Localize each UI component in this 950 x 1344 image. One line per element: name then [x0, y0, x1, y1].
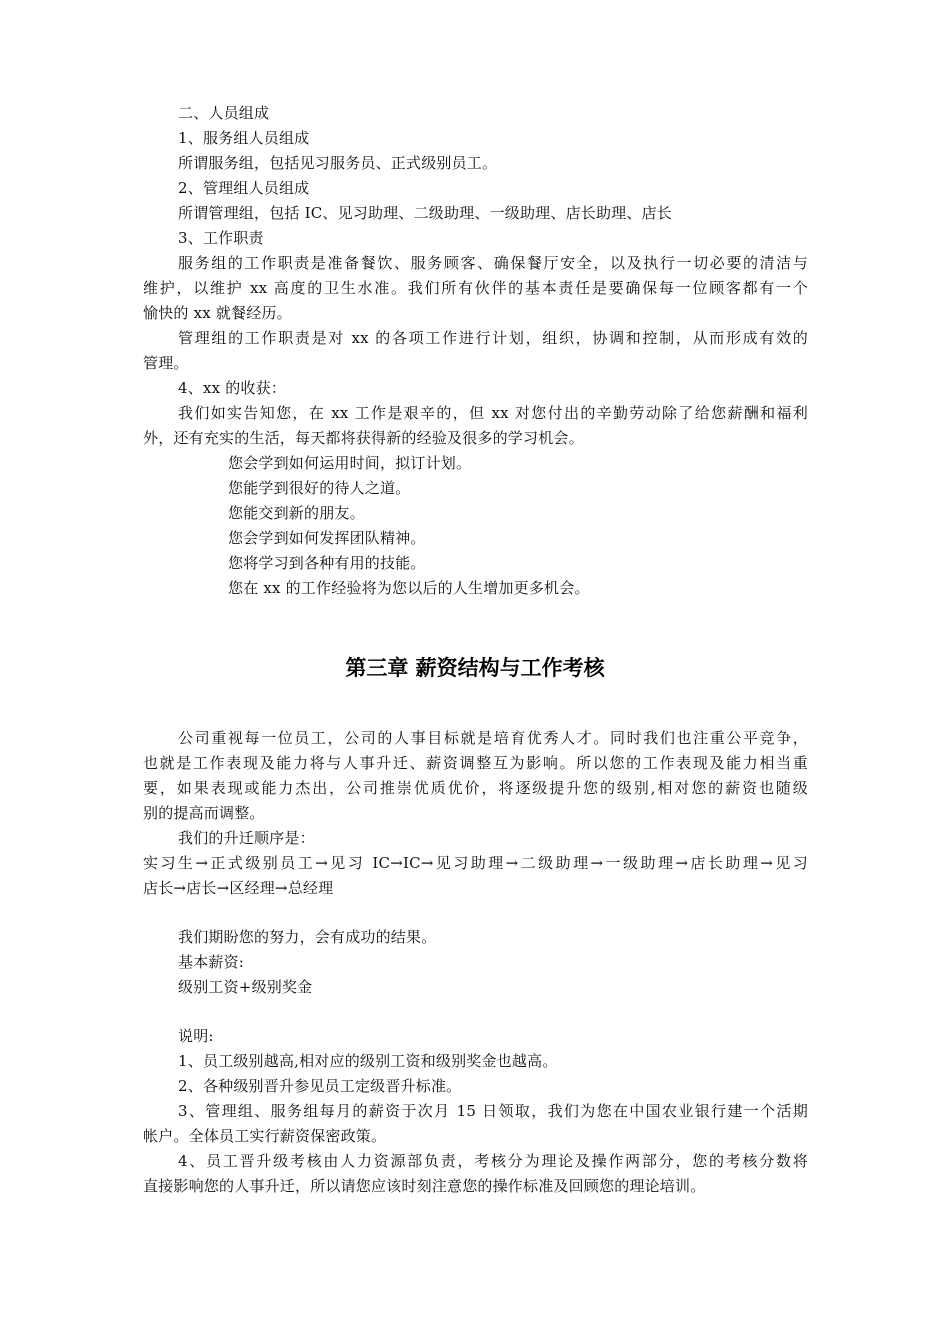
paragraph-management-group: 所谓管理组，包括 IC、见习助理、二级助理、一级助理、店长助理、店长: [178, 204, 672, 222]
subsection-heading-duties: 3、工作职责: [178, 229, 264, 247]
paragraph-line: 管理。: [143, 354, 189, 372]
chapter-title: 第三章 薪资结构与工作考核: [345, 656, 605, 680]
paragraph-line: 维护，以维护 xx 高度的卫生水准。我们所有伙伴的基本责任是要确保每一位顾客都有一个: [143, 279, 808, 297]
note-item-continued: 直接影响您的人事升迁，所以请您应该时刻注意您的操作标准及回顾您的理论培训。: [143, 1177, 706, 1195]
paragraph-line: 愉快的 xx 就餐经历。: [143, 304, 292, 322]
paragraph-line: 也就是工作表现及能力将与人事升迁、薪资调整互为影响。所以您的工作表现及能力相当重: [143, 754, 808, 772]
expectation-text: 我们期盼您的努力，会有成功的结果。: [178, 928, 437, 946]
paragraph-line: 管理组的工作职责是对 xx 的各项工作进行计划，组织，协调和控制，从而形成有效的: [178, 329, 808, 347]
paragraph-line: 别的提高而调整。: [143, 804, 265, 822]
benefit-item: 您会学到如何发挥团队精神。: [228, 529, 426, 547]
paragraph-line: 服务组的工作职责是准备餐饮、服务顾客、确保餐厅安全，以及执行一切必要的清洁与: [178, 254, 808, 272]
benefit-item: 您在 xx 的工作经验将为您以后的人生增加更多机会。: [228, 579, 590, 597]
promotion-path-line: 店长→店长→区经理→总经理: [143, 879, 334, 897]
subsection-heading-service: 1、服务组人员组成: [178, 129, 310, 147]
notes-heading: 说明:: [178, 1027, 214, 1045]
paragraph-line: 我们如实告知您，在 xx 工作是艰辛的，但 xx 对您付出的辛勤劳动除了给您薪酬和福利: [178, 404, 808, 422]
promotion-path-line: 实习生→正式级别员工→见习 IC→IC→见习助理→二级助理→一级助理→店长助理→见习: [143, 854, 808, 872]
section-heading: 二、人员组成: [178, 104, 270, 122]
benefit-item: 您能学到很好的待人之道。: [228, 479, 411, 497]
salary-formula: 级别工资+级别奖金: [178, 978, 313, 996]
benefit-item: 您能交到新的朋友。: [228, 504, 365, 522]
note-item: 3、管理组、服务组每月的薪资于次月 15 日领取，我们为您在中国农业银行建一个活期: [178, 1102, 808, 1120]
paragraph-line: 要，如果表现或能力杰出，公司推崇优质优价，将逐级提升您的级别,相对您的薪资也随级: [143, 779, 808, 797]
paragraph-line: 外，还有充实的生活，每天都将获得新的经验及很多的学习机会。: [143, 429, 584, 447]
benefit-item: 您将学习到各种有用的技能。: [228, 554, 426, 572]
note-item-continued: 帐户。全体员工实行薪资保密政策。: [143, 1127, 387, 1145]
promotion-heading: 我们的升迁顺序是：: [178, 829, 315, 847]
note-item: 4、员工晋升级考核由人力资源部负责，考核分为理论及操作两部分，您的考核分数将: [178, 1152, 808, 1170]
paragraph-line: 公司重视每一位员工，公司的人事目标就是培育优秀人才。同时我们也注重公平竞争，: [178, 729, 808, 747]
note-item: 2、各种级别晋升参见员工定级晋升标准。: [178, 1077, 462, 1095]
paragraph-service-group: 所谓服务组，包括见习服务员、正式级别员工。: [178, 154, 498, 172]
benefit-item: 您会学到如何运用时间，拟订计划。: [228, 454, 472, 472]
note-item: 1、员工级别越高,相对应的级别工资和级别奖金也越高。: [178, 1052, 558, 1070]
salary-heading: 基本薪资:: [178, 953, 245, 971]
subsection-heading-management: 2、管理组人员组成: [178, 179, 310, 197]
subsection-heading-gains: 4、xx 的收获：: [178, 379, 287, 397]
